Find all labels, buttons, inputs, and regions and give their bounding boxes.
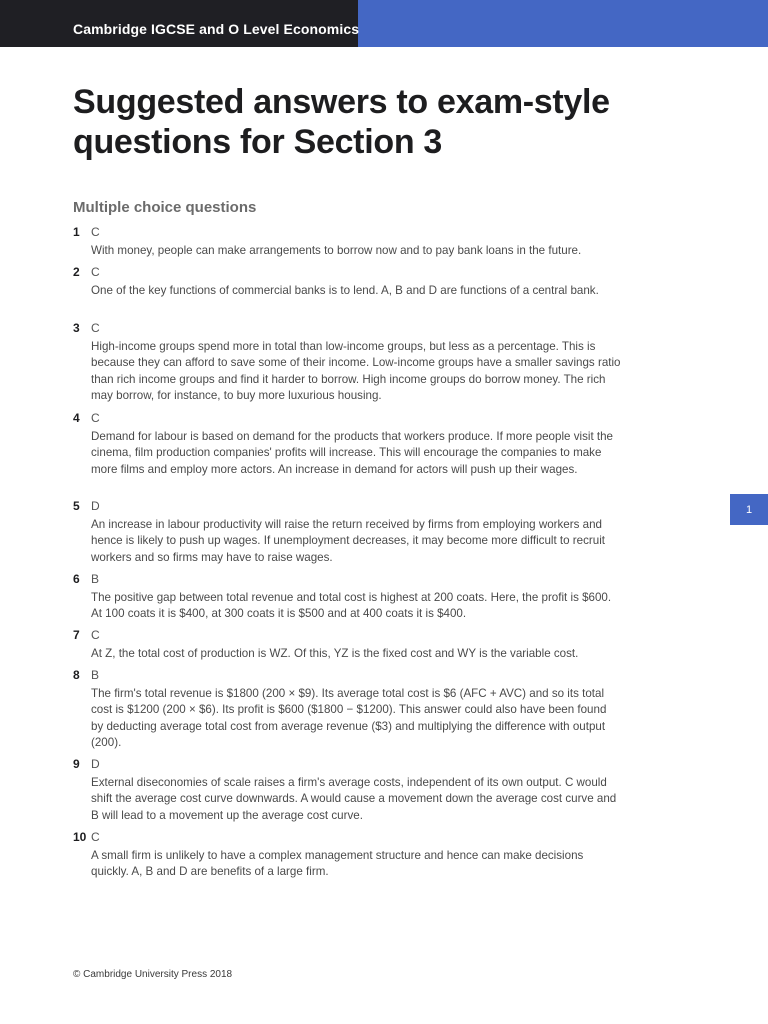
question-answer: B [91, 572, 100, 586]
question-answer: C [91, 321, 100, 335]
question-explanation: With money, people can make arrangements to borrow now and to pay bank loans in the future. [91, 244, 582, 257]
question-explanation: High-income groups spend more in total than low-income groups, but less as a percentage. This is because they can afford to save some of their income. Low-income groups have a smaller savings ratio than rich income groups and find it harder to borrow. High income groups do borrow money. The rich may borrow, for instance, to buy more luxurious housing. [91, 340, 621, 402]
question-answer: D [91, 757, 100, 771]
section-heading: Multiple choice questions [73, 199, 257, 216]
question-explanation: The positive gap between total revenue and total cost is highest at 200 coats. Here, the profit is $600. At 100 coats it is $400, at 300 coats it is $500 and at 400 coats it is $400. [91, 591, 612, 621]
question-answer: C [91, 830, 100, 844]
question-number: 1 [73, 225, 80, 239]
book-title: Cambridge IGCSE and O Level Economics [73, 21, 360, 37]
question-number: 8 [73, 668, 80, 682]
question-number: 5 [73, 499, 80, 513]
question-number: 2 [73, 265, 80, 279]
question-number: 7 [73, 628, 80, 642]
header-accent-bar [358, 0, 768, 47]
question-explanation: A small firm is unlikely to have a complex management structure and hence can make decisions quickly. A, B and D are benefits of a large firm. [91, 849, 584, 879]
page-number-tab: 1 [730, 494, 768, 525]
copyright-footer: © Cambridge University Press 2018 [73, 969, 233, 980]
question-answer: C [91, 265, 100, 279]
question-explanation: Demand for labour is based on demand for the products that workers produce. If more people visit the cinema, film production companies' profits will increase. This will encourage the companies to make more films and employ more actors. An increase in demand for actors will push up their wages. [91, 430, 614, 476]
question-answer: C [91, 411, 100, 425]
question-answer: C [91, 628, 100, 642]
question-number: 6 [73, 572, 80, 586]
question-answer: B [91, 668, 100, 682]
question-explanation: At Z, the total cost of production is WZ. Of this, YZ is the fixed cost and WY is the variable cost. [91, 647, 579, 660]
question-explanation: The firm's total revenue is $1800 (200 × $9). Its average total cost is $6 (AFC + AVC) and so its total cost is $1200 (200 × $6). Its profit is $600 ($1800 − $1200). This answer could also have been found by deducting average total cost from average revenue ($3) and multiplying the difference with output (200). [91, 687, 607, 749]
question-answer: C [91, 225, 100, 239]
page-title: Suggested answers to exam-style questions for Section 3 [73, 83, 610, 161]
question-explanation: One of the key functions of commercial banks is to lend. A, B and D are functions of a central bank. [91, 284, 599, 297]
question-number: 10 [73, 830, 87, 844]
question-answer: D [91, 499, 100, 513]
question-number: 9 [73, 757, 80, 771]
question-number: 3 [73, 321, 80, 335]
question-explanation: An increase in labour productivity will raise the return received by firms from employing workers and hence is likely to push up wages. If unemployment decreases, it may become more difficult to recruit workers and so firms may have to raise wages. [91, 518, 606, 564]
question-number: 4 [73, 411, 80, 425]
question-explanation: External diseconomies of scale raises a firm's average costs, independent of its own output. C would shift the average cost curve downwards. A would cause a movement down the average cost curve and B will lead to a movement up the average cost curve. [91, 776, 617, 822]
